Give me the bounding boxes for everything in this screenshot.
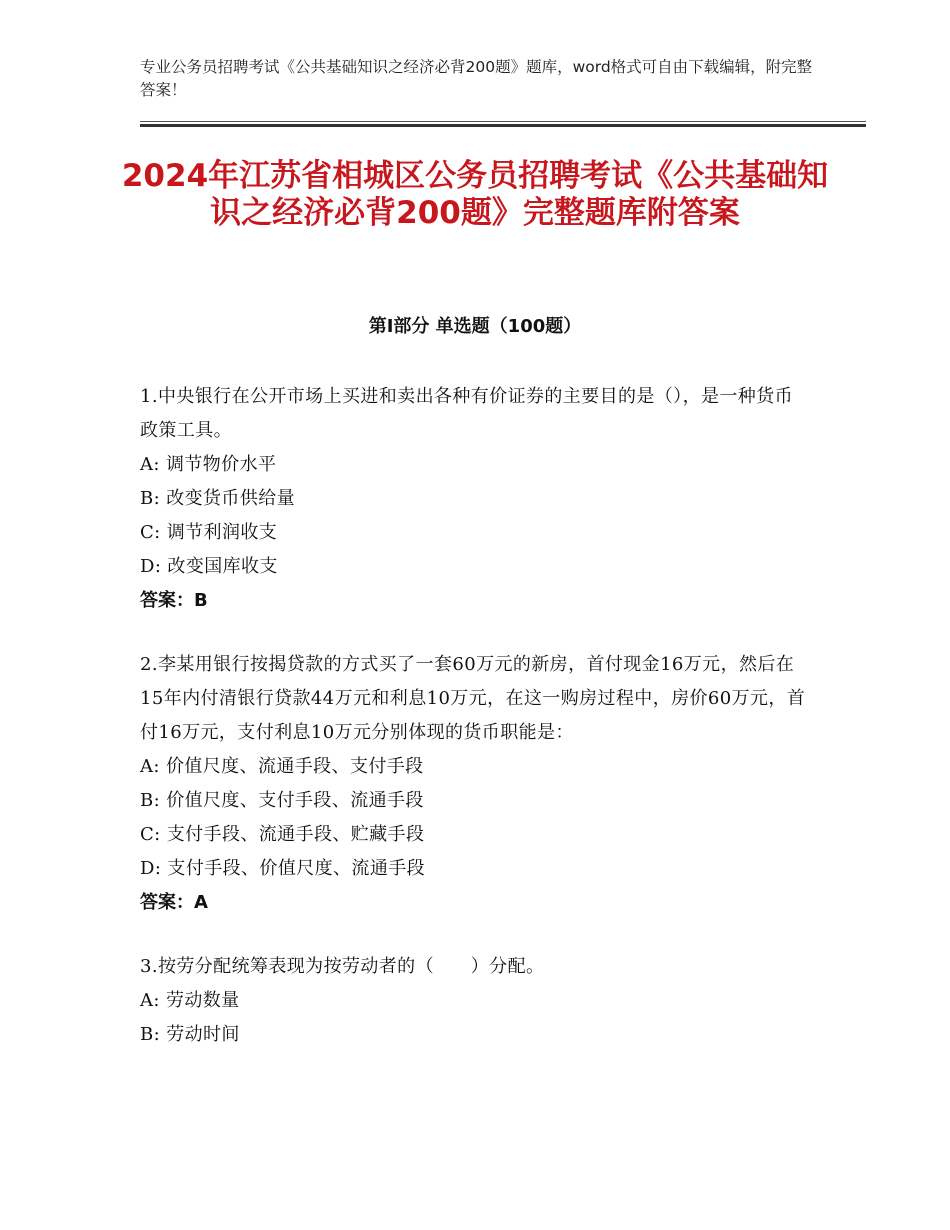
header-divider-thin	[140, 121, 866, 122]
option-c: C: 支付手段、流通手段、贮藏手段	[140, 824, 425, 845]
option-d: D: 改变国库收支	[140, 556, 278, 577]
option-d: D: 支付手段、价值尺度、流通手段	[140, 858, 426, 879]
question-3	[140, 950, 810, 1052]
answer: 答案：B	[140, 590, 208, 611]
section-title: 第Ⅰ部分 单选题（100题）	[368, 316, 582, 337]
option-b: B: 改变货币供给量	[140, 488, 296, 509]
option-b: B: 劳动时间	[140, 1024, 240, 1045]
document-title: 2024年江苏省相城区公务员招聘考试《公共基础知识之经济必背200题》完整题库附答案	[121, 158, 829, 231]
header-note: 专业公务员招聘考试《公共基础知识之经济必背200题》题库，word格式可自由下载编辑，附完整答案！	[140, 58, 813, 99]
option-c: C: 调节利润收支	[140, 522, 278, 543]
header-divider-thick	[140, 124, 866, 127]
question-2	[140, 648, 810, 920]
question-stem: 2.李某用银行按揭贷款的方式买了一套60万元的新房，首付现金16万元，然后在15年内付清银行贷款44万元和利息10万元，在这一购房过程中，房价60万元，首付16万元，支付利息10万元分别体现的货币职能是：	[140, 654, 806, 743]
answer: 答案：A	[140, 892, 208, 913]
question-list	[140, 380, 810, 1082]
question-1	[140, 380, 810, 618]
option-b: B: 价值尺度、支付手段、流通手段	[140, 790, 424, 811]
option-a: A: 调节物价水平	[140, 454, 277, 475]
option-a: A: 价值尺度、流通手段、支付手段	[140, 756, 424, 777]
option-a: A: 劳动数量	[140, 990, 240, 1011]
question-stem: 3.按劳分配统筹表现为按劳动者的（ ）分配。	[140, 956, 545, 977]
question-stem: 1.中央银行在公开市场上买进和卖出各种有价证券的主要目的是（），是一种货币政策工具。	[140, 386, 793, 441]
